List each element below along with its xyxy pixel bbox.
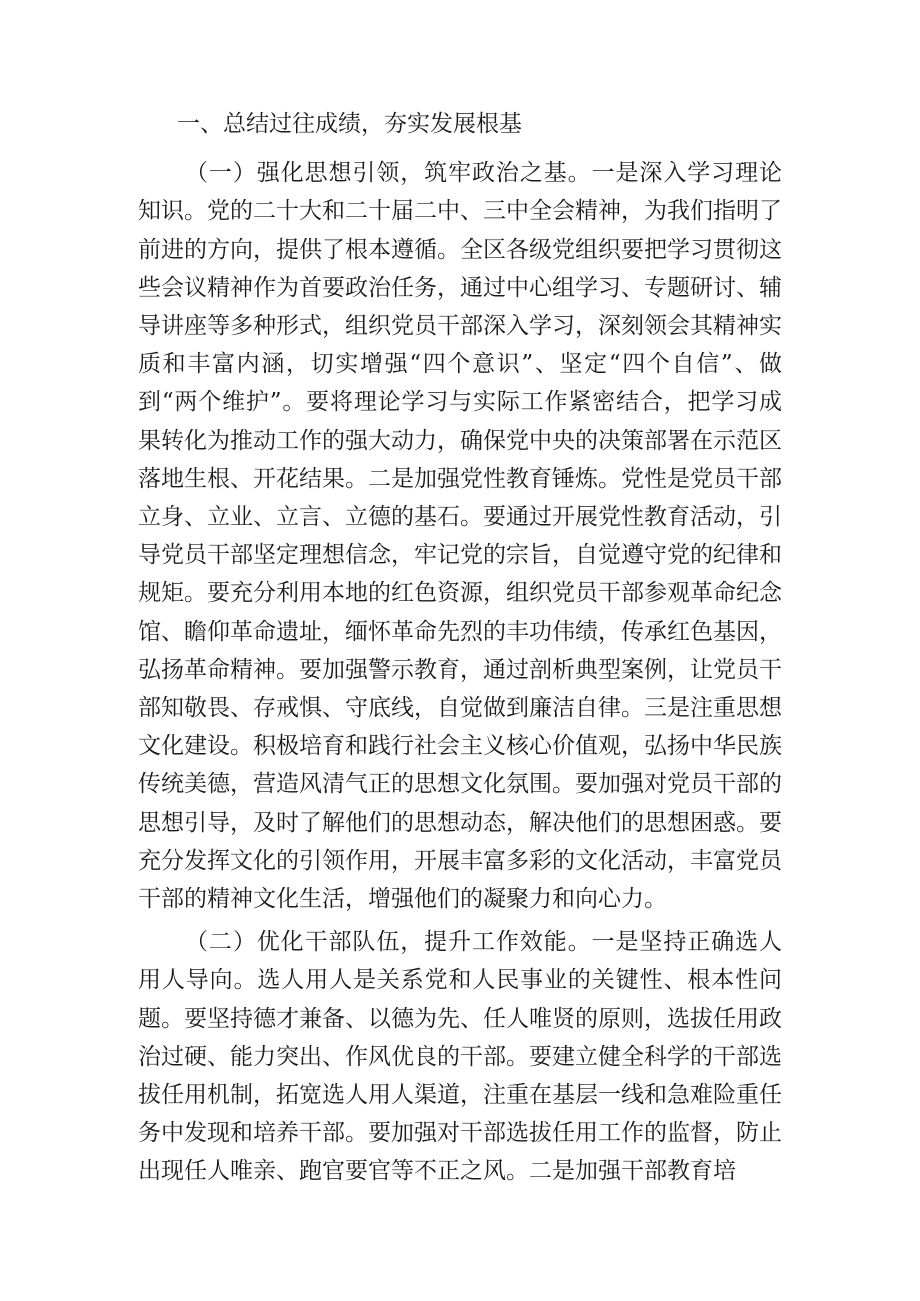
- document-body: [138, 105, 782, 1196]
- section-heading: 一、总结过往成绩，夯实发展根基: [177, 111, 522, 137]
- paragraph-ideological-guidance: （一）强化思想引领，筑牢政治之基。一是深入学习理论知识。党的二十大和二十届二中、三中全会精神，为我们指明了前进的方向，提供了根本遵循。全区各级党组织要把学习贯彻这些会议精神作为首要政治任务，通过中心组学习、专题研讨、辅导讲座等多种形式，组织党员干部深入学习，深刻领会其精神实质和丰富内涵，切实增强“四个意识”、坚定“四个自信”、做到“两个维护”。要将理论学习与实际工作紧密结合，把学习成果转化为推动工作的强大动力，确保党中央的决策部署在示范区落地生根、开花结果。二是加强党性教育锤炼。党性是党员干部立身、立业、立言、立德的基石。要通过开展党性教育活动，引导党员干部坚定理想信念，牢记党的宗旨，自觉遵守党的纪律和规矩。要充分利用本地的红色资源，组织党员干部参观革命纪念馆、瞻仰革命遗址，缅怀革命先烈的丰功伟绩，传承红色基因，弘扬革命精神。要加强警示教育，通过剖析典型案例，让党员干部知敬畏、存戒惧、守底线，自觉做到廉洁自律。三是注重思想文化建设。积极培育和践行社会主义核心价值观，弘扬中华民族传统美德，营造风清气正的思想文化氛围。要加强对党员干部的思想引导，及时了解他们的思想动态，解决他们的思想困惑。要充分发挥文化的引领作用，开展丰富多彩的文化活动，丰富党员干部的精神文化生活，增强他们的凝聚力和向心力。: [138, 160, 782, 913]
- paragraph-cadre-team: （二）优化干部队伍，提升工作效能。一是坚持正确选人用人导向。选人用人是关系党和人民事业的关键性、根本性问题。要坚持德才兼备、以德为先、任人唯贤的原则，选拔任用政治过硬、能力突出、作风优良的干部。要建立健全科学的干部选拔任用机制，拓宽选人用人渠道，注重在基层一线和急难险重任务中发现和培养干部。要加强对干部选拔任用工作的监督，防止出现任人唯亲、跑官要官等不正之风。二是加强干部教育培: [138, 929, 782, 1185]
